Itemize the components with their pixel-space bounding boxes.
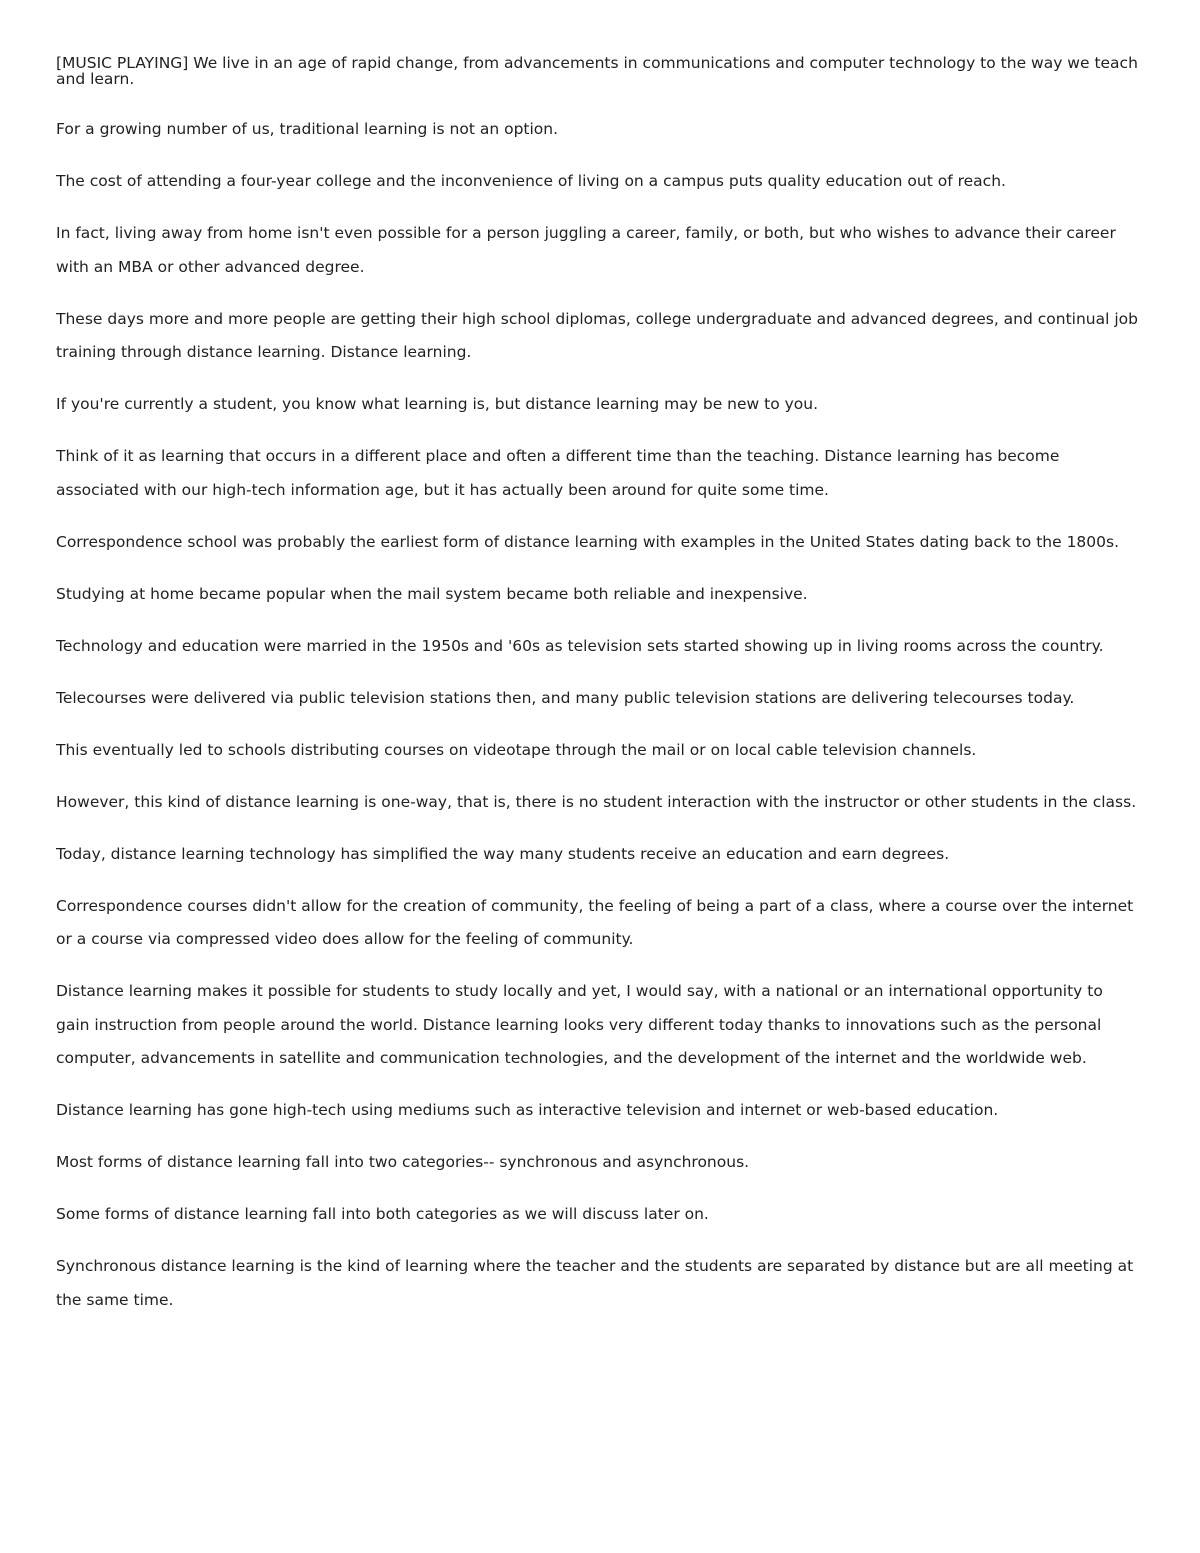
paragraph-9: Studying at home became popular when the mail system became both reliable and inexpensive. [56, 584, 808, 603]
paragraph-13: However, this kind of distance learning is one-way, that is, there is no student interaction with the instructor or other students in the class. [56, 792, 1137, 811]
paragraph-17: Distance learning has gone high-tech using mediums such as interactive television and internet or web-based education. [56, 1101, 999, 1119]
paragraph-1: [MUSIC PLAYING] We live in an age of rapid change, from advancements in communications and computer technology to the way we teach and learn. [56, 54, 1138, 88]
paragraph-16: Distance learning makes it possible for students to study locally and yet, I would say, with a national or an international opportunity to gain instruction from people around the world. Distance learning looks very different today thanks to innovations such as the personal computer, advancements in satellite and communication technologies, and the development of the internet and the worldwide web. [56, 982, 1103, 1067]
paragraph-11: Telecourses were delivered via public television stations then, and many public television stations are delivering telecourses today. [56, 688, 1075, 707]
paragraph-7: Think of it as learning that occurs in a different place and often a different time than the teaching. Distance learning has become associated with our high-tech information age, but it has actually been around for quite some time. [56, 447, 1060, 499]
paragraph-20: Synchronous distance learning is the kind of learning where the teacher and the students are separated by distance but are all meeting at the same time. [56, 1257, 1134, 1309]
paragraph-18: Most forms of distance learning fall into two categories-- synchronous and asynchronous. [56, 1153, 750, 1171]
paragraph-2: For a growing number of us, traditional learning is not an option. [56, 120, 559, 138]
paragraph-8: Correspondence school was probably the earliest form of distance learning with examples in the United States dating back to the 1800s. [56, 532, 1120, 551]
transcript-page [56, 55, 1141, 1336]
paragraph-4: In fact, living away from home isn't even possible for a person juggling a career, family, or both, but who wishes to advance their career with an MBA or other advanced degree. [56, 224, 1116, 276]
paragraph-6: If you're currently a student, you know what learning is, but distance learning may be new to you. [56, 395, 819, 413]
paragraph-12: This eventually led to schools distributing courses on videotape through the mail or on local cable television channels. [56, 740, 977, 759]
paragraph-14: Today, distance learning technology has simplified the way many students receive an education and earn degrees. [56, 844, 950, 863]
paragraph-19: Some forms of distance learning fall into both categories as we will discuss later on. [56, 1205, 709, 1223]
paragraph-10: Technology and education were married in the 1950s and '60s as television sets started showing up in living rooms across the country. [56, 636, 1104, 655]
paragraph-5: These days more and more people are getting their high school diplomas, college undergraduate and advanced degrees, and continual job training through distance learning. Distance learning. [56, 309, 1138, 361]
paragraph-3: The cost of attending a four-year college and the inconvenience of living on a campus puts quality education out of reach. [56, 172, 1006, 190]
paragraph-15: Correspondence courses didn't allow for the creation of community, the feeling of being a part of a class, where a course over the internet or a course via compressed video does allow for the feeling of community. [56, 896, 1134, 948]
